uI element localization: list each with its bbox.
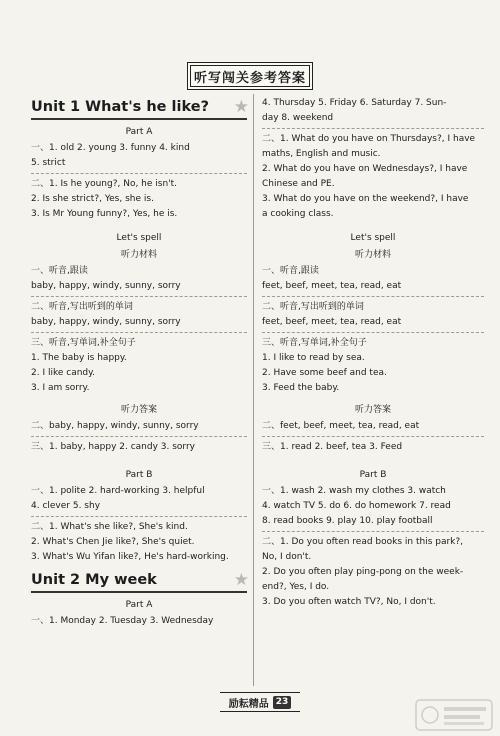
answer-line: 3. Feed the baby. — [262, 383, 340, 393]
answer-line: 4. clever 5. shy — [31, 501, 101, 511]
answer-line: 二、1. What do you have on Thursdays?, I have — [262, 134, 476, 144]
unit2-heading — [31, 569, 247, 593]
answer-line: 二、1. What's she like?, She's kind. — [31, 522, 188, 532]
answer-line: 3. What's Wu Yifan like?, He's hard-working. — [31, 552, 229, 562]
dashed-separator — [262, 531, 484, 532]
answer-line: 2. What's Chen Jie like?, She's quiet. — [31, 537, 195, 547]
answer-line: 二、feet, beef, meet, tea, read, eat — [262, 421, 420, 431]
answer-line: a cooking class. — [262, 209, 334, 219]
answer-line: 2. I like candy. — [31, 368, 96, 378]
answer-line: 三、听音,写单词,补全句子 — [262, 338, 367, 348]
answer-line: 二、1. Do you often read books in this park?, — [262, 537, 464, 547]
answer-line: 1. The baby is happy. — [31, 353, 127, 363]
lets-spell-heading: Let's spell — [116, 233, 162, 243]
answer-line: 一、听音,跟读 — [31, 266, 88, 276]
part-a-heading: Part A — [125, 127, 153, 137]
answer-line: 二、听音,写出听到的单词 — [31, 302, 133, 312]
answer-key-banner — [187, 62, 313, 90]
answer-line: 二、1. Is he young?, No, he isn't. — [31, 179, 178, 189]
answer-line: 2. What do you have on Wednesdays?, I have — [262, 164, 468, 174]
answer-line: No, I don't. — [262, 552, 312, 562]
answer-line: 一、听音,跟读 — [262, 266, 319, 276]
answer-line: 3. Is Mr Young funny?, Yes, he is. — [31, 209, 178, 219]
part-b-heading: Part B — [359, 470, 387, 480]
answer-line: 1. I like to read by sea. — [262, 353, 365, 363]
answer-line: maths, English and music. — [262, 149, 381, 159]
answer-line: 3. I am sorry. — [31, 383, 90, 393]
answer-line: baby, happy, windy, sunny, sorry — [31, 281, 181, 291]
unit1-title: Unit 1 What's he like? — [31, 99, 209, 115]
dashed-separator — [262, 332, 484, 333]
answer-line: 3. Do you often watch TV?, No, I don't. — [262, 597, 436, 607]
answer-line: day 8. weekend — [262, 113, 334, 123]
left-column — [31, 96, 247, 629]
answer-line: 2. Have some beef and tea. — [262, 368, 387, 378]
answer-line: feet, beef, meet, tea, read, eat — [262, 281, 402, 291]
answer-line: Chinese and PE. — [262, 179, 335, 189]
answer-line: 一、1. wash 2. wash my clothes 3. watch — [262, 486, 446, 496]
star-icon: ★ — [233, 570, 249, 590]
answer-line: feet, beef, meet, tea, read, eat — [262, 317, 402, 327]
dashed-separator — [262, 436, 484, 437]
dashed-separator — [31, 436, 247, 437]
answer-line: 一、1. polite 2. hard-working 3. helpful — [31, 486, 205, 496]
watermark-logo — [414, 698, 494, 732]
answer-line: 8. read books 9. play 10. play football — [262, 516, 433, 526]
answer-line: 4. Thursday 5. Friday 6. Saturday 7. Sun- — [262, 98, 447, 108]
star-icon: ★ — [233, 97, 249, 117]
answer-line: 二、baby, happy, windy, sunny, sorry — [31, 421, 199, 431]
dashed-separator — [262, 296, 484, 297]
answer-line: 三、1. read 2. beef, tea 3. Feed — [262, 442, 403, 452]
listening-material-heading: 听力材料 — [354, 250, 391, 260]
answer-line: end?, Yes, I do. — [262, 582, 330, 592]
dashed-separator — [31, 516, 247, 517]
answer-line: baby, happy, windy, sunny, sorry — [31, 317, 181, 327]
page-number: 23 — [273, 696, 292, 709]
answer-line: 一、1. old 2. young 3. funny 4. kind — [31, 143, 190, 153]
listening-answer-heading: 听力答案 — [354, 405, 391, 415]
answer-line: 4. watch TV 5. do 6. do homework 7. read — [262, 501, 451, 511]
listening-material-heading: 听力材料 — [120, 250, 157, 260]
banner-title: 听写闯关参考答案 — [193, 70, 306, 86]
column-divider — [253, 94, 254, 686]
listening-answer-heading: 听力答案 — [120, 405, 157, 415]
answer-line: 三、1. baby, happy 2. candy 3. sorry — [31, 442, 195, 452]
answer-line: 2. Do you often play ping-pong on the week- — [262, 567, 464, 577]
page-footer — [220, 692, 300, 712]
unit2-part-a-heading: Part A — [125, 600, 153, 610]
part-b-heading: Part B — [125, 470, 153, 480]
answer-line: 3. What do you have on the weekend?, I have — [262, 194, 469, 204]
answer-line: 2. Is she strict?, Yes, she is. — [31, 194, 154, 204]
footer-brand: 励耘精品 — [228, 698, 269, 710]
answer-line: 5. strict — [31, 158, 66, 168]
dashed-separator — [262, 128, 484, 129]
answer-line: 一、1. Monday 2. Tuesday 3. Wednesday — [31, 616, 214, 626]
dashed-separator — [31, 332, 247, 333]
answer-line: 二、听音,写出听到的单词 — [262, 302, 364, 312]
unit2-title: Unit 2 My week — [31, 572, 157, 588]
lets-spell-heading: Let's spell — [350, 233, 396, 243]
answer-line: 三、听音,写单词,补全句子 — [31, 338, 136, 348]
dashed-separator — [31, 296, 247, 297]
unit1-heading — [31, 96, 247, 120]
right-column — [262, 96, 484, 610]
dashed-separator — [31, 173, 247, 174]
